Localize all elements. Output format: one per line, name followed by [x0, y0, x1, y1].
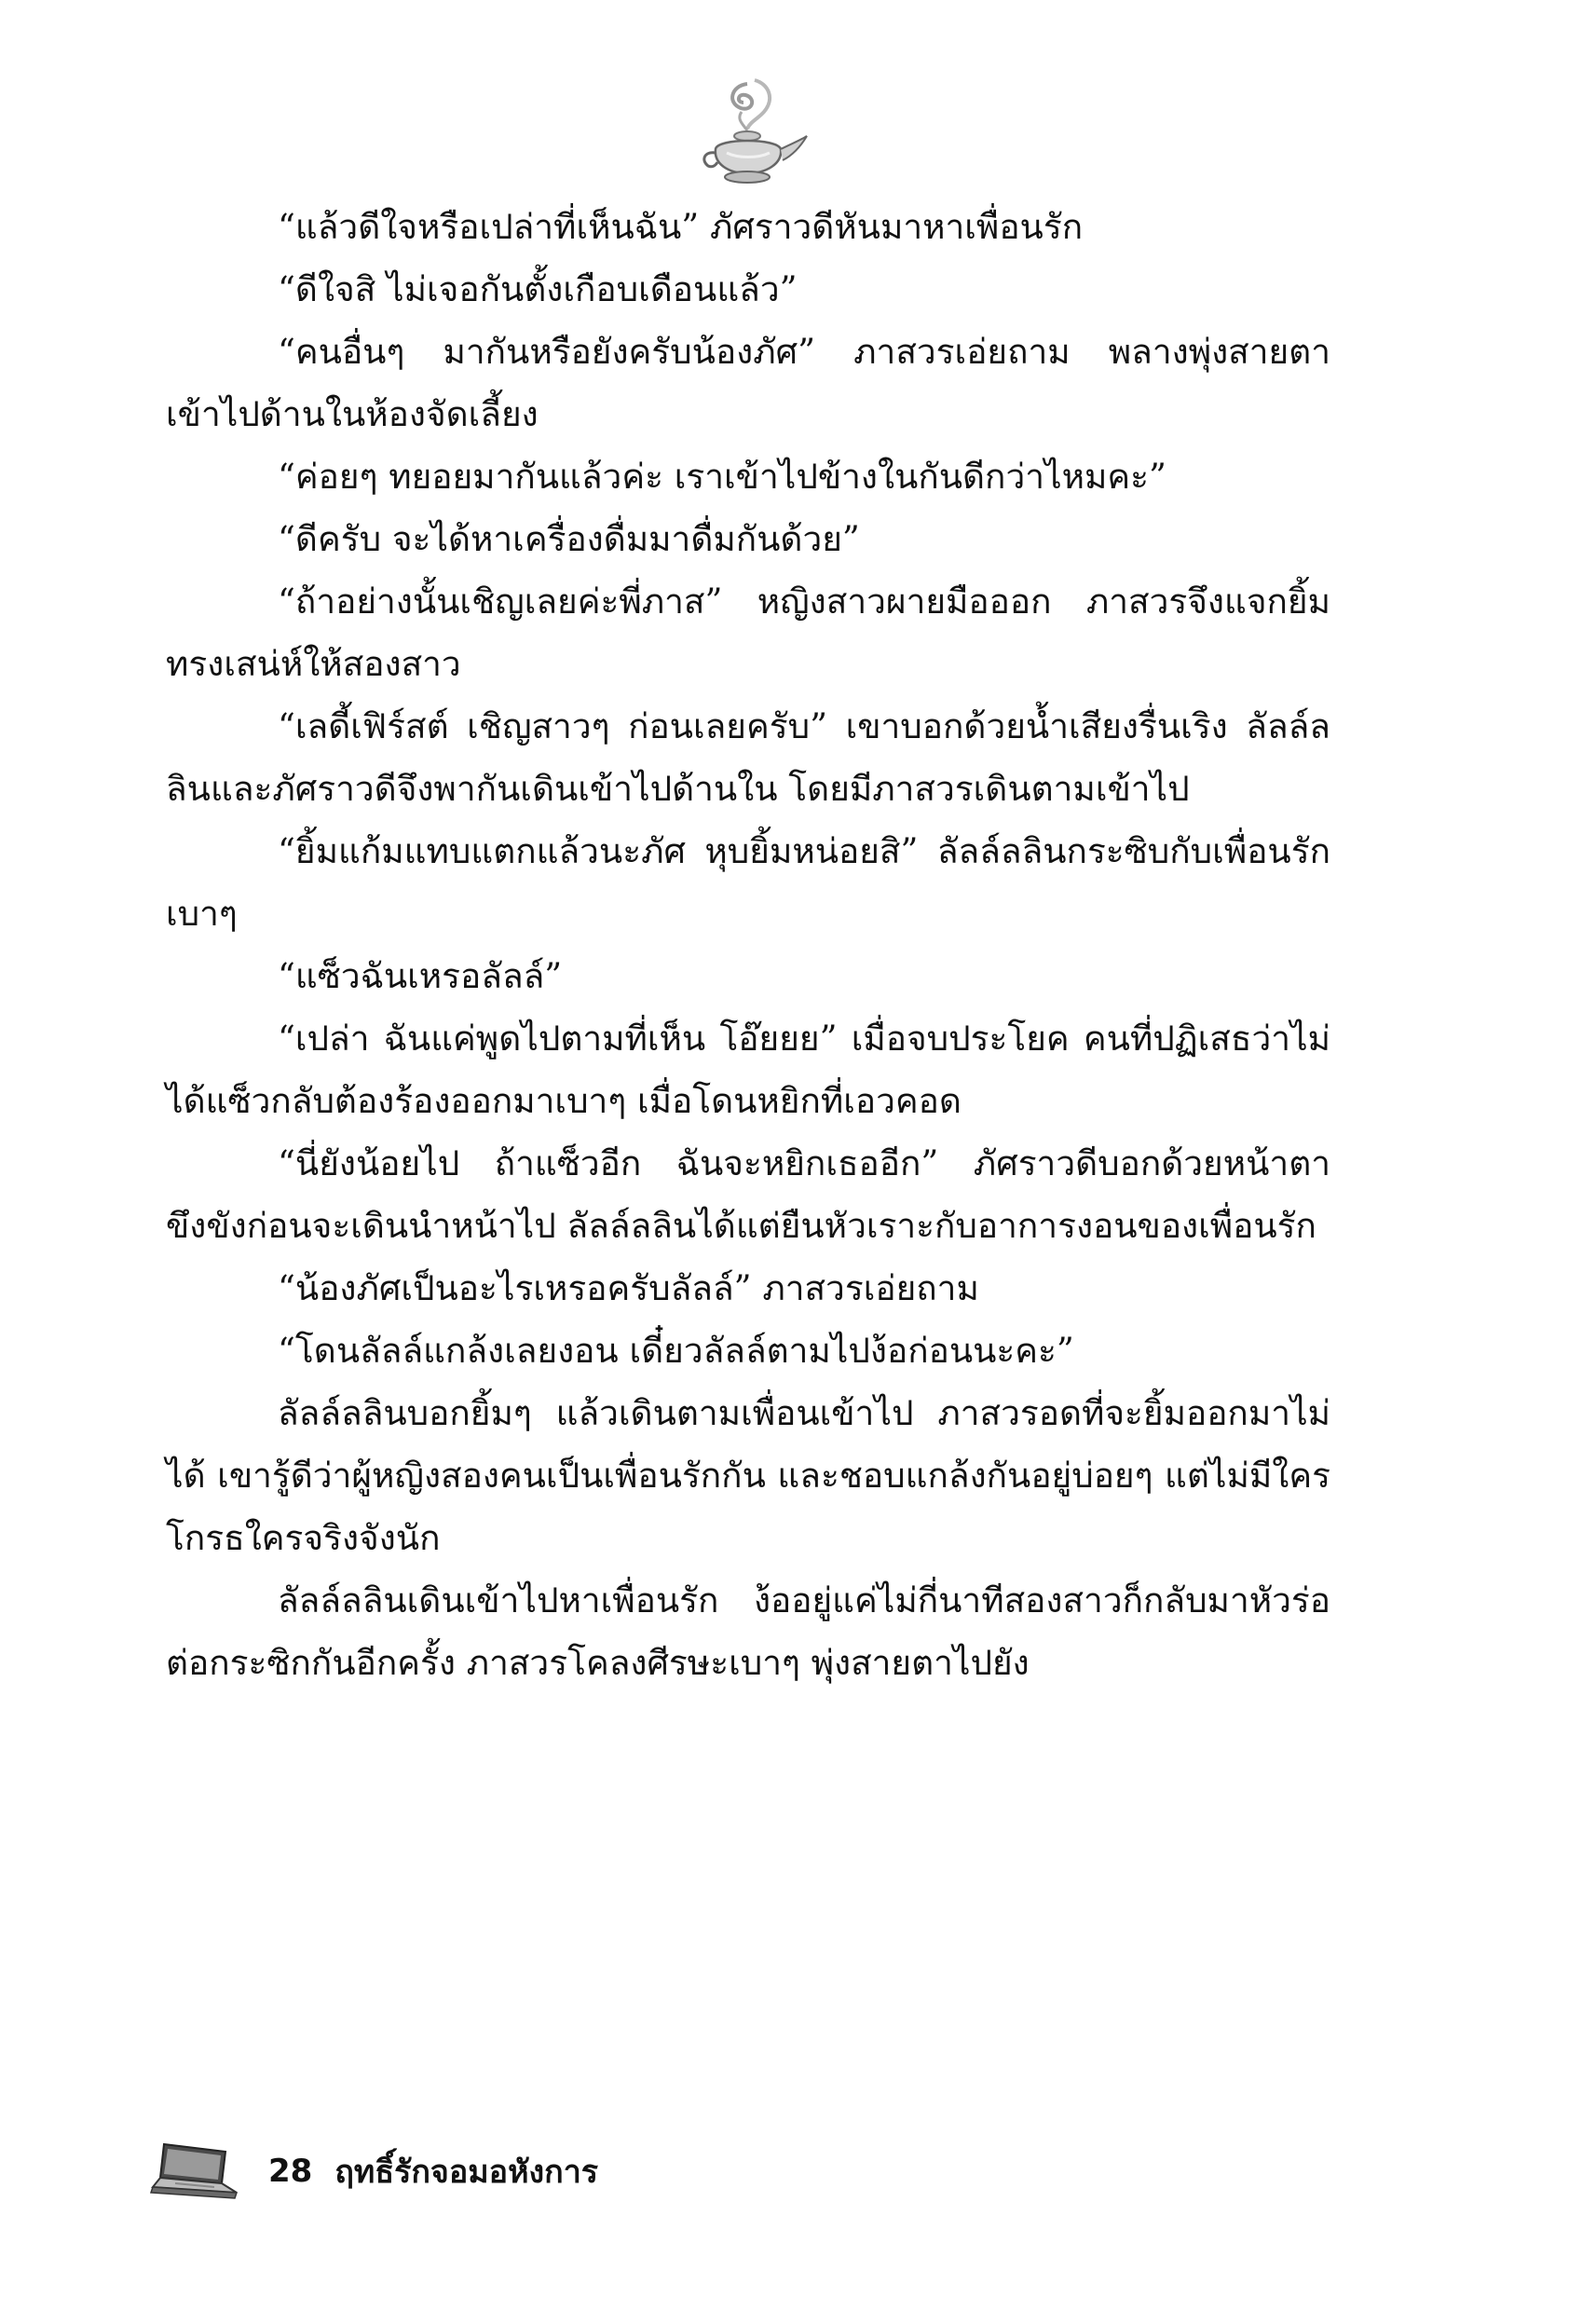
paragraph: “ดีใจสิ ไม่เจอกันตั้งเกือบเดือนแล้ว”: [278, 269, 798, 309]
book-title: ฤทธิ์รักจอมอหังการ: [334, 2154, 599, 2191]
paragraph: “แซ็วฉันเหรอลัลล์”: [278, 956, 563, 996]
paragraph: “คนอื่นๆ มากันหรือยังครับน้องภัศ” ภาสวรเอ่ยถาม พลางพุ่งสายตาเข้าไปด้านในห้องจัดเลี้ยง: [166, 332, 1330, 434]
laptop-icon: [147, 2139, 240, 2204]
paragraph: “ยิ้มแก้มแทบแตกแล้วนะภัศ หุบยิ้มหน่อยสิ” ลัลล์ลลินกระซิบกับเพื่อนรักเบาๆ: [166, 831, 1330, 934]
paragraph: “นี่ยังน้อยไป ถ้าแซ็วอีก ฉันจะหยิกเธออีก” ภัศราวดีบอกด้วยหน้าตาขึงขังก่อนจะเดินนำหน้าไป ลัลล์ลลินได้แต่ยืนหัวเราะกับอาการงอนของเพื่อนรัก: [166, 1143, 1330, 1246]
paragraph: “ค่อยๆ ทยอยมากันแล้วค่ะ เราเข้าไปข้างในกันดีกว่าไหมคะ”: [278, 457, 1166, 497]
paragraph: ลัลล์ลลินบอกยิ้มๆ แล้วเดินตามเพื่อนเข้าไป ภาสวรอดที่จะยิ้มออกมาไม่ได้ เขารู้ดีว่าผู้หญิงสองคนเป็นเพื่อนรักกัน และชอบแกล้งกันอยู่บ่อยๆ แต่ไม่มีใครโกรธใครจริงจังนัก: [166, 1393, 1330, 1558]
paragraph: “เปล่า ฉันแค่พูดไปตามที่เห็น โอ๊ยยย” เมื่อจบประโยค คนที่ปฏิเสธว่าไม่ได้แซ็วกลับต้องร้องออกมาเบาๆ เมื่อโดนหยิกที่เอวคอด: [166, 1019, 1330, 1121]
page-number: 28: [268, 2153, 313, 2190]
chapter-body: [166, 196, 1330, 1694]
paragraph: “ดีครับ จะได้หาเครื่องดื่มมาดื่มกันด้วย”: [278, 519, 860, 559]
paragraph: “น้องภัศเป็นอะไรเหรอครับลัลล์” ภาสวรเอ่ยถาม: [278, 1268, 979, 1308]
paragraph: “โดนลัลล์แกล้งเลยงอน เดี๋ยวลัลล์ตามไปง้อก่อนนะคะ”: [278, 1331, 1074, 1371]
paragraph: “ถ้าอย่างนั้นเชิญเลยค่ะพี่ภาส” หญิงสาวผายมือออก ภาสวรจึงแจกยิ้มทรงเสน่ห์ให้สองสาว: [166, 581, 1330, 684]
paragraph: ลัลล์ลลินเดินเข้าไปหาเพื่อนรัก ง้ออยู่แค่ไม่กี่นาทีสองสาวก็กลับมาหัวร่อต่อกระซิกกันอีกครั้ง ภาสวรโคลงศีรษะเบาๆ พุ่งสายตาไปยัง: [166, 1580, 1330, 1683]
paragraph: “แล้วดีใจหรือเปล่าที่เห็นฉัน” ภัศราวดีหันมาหาเพื่อนรัก: [278, 207, 1084, 247]
genie-lamp-icon: [689, 75, 811, 196]
page-footer: [147, 2129, 598, 2213]
paragraph: “เลดี้เฟิร์สต์ เชิญสาวๆ ก่อนเลยครับ” เขาบอกด้วยน้ำเสียงรื่นเริง ลัลล์ลลินและภัศราวดีจึงพากันเดินเข้าไปด้านใน โดยมีภาสวรเดินตามเข้าไป: [166, 706, 1330, 809]
